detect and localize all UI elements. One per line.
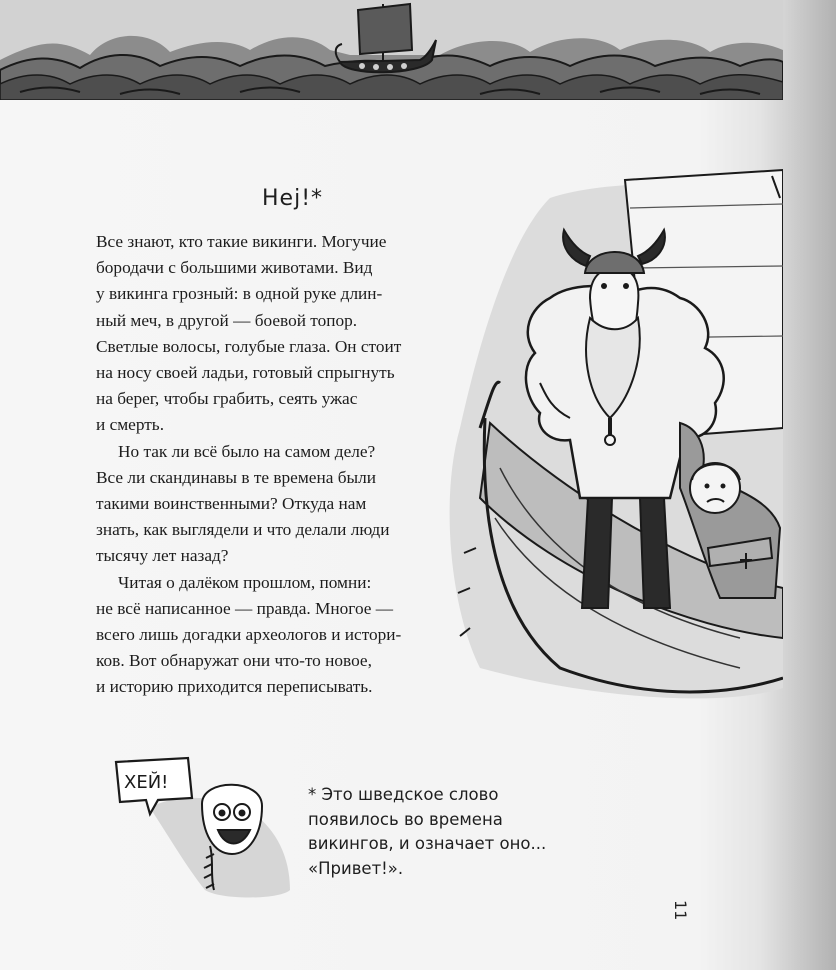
page-title: Hej!* <box>262 186 324 211</box>
text-line: знать, как выглядели и что делали люди <box>96 520 390 540</box>
text-line: на берег, чтобы грабить, сеять ужас <box>96 389 358 409</box>
footnote-line: викингов, и означает оно... <box>308 834 547 853</box>
text-line: бородачи с большими животами. Вид <box>96 258 373 278</box>
text-line: всего лишь догадки археологов и истори- <box>96 625 402 645</box>
footnote-line: появилось во времена <box>308 809 503 829</box>
speech-bubble-text: ХЕЙ! <box>124 772 169 793</box>
text-line: Все ли скандинавы в те времена были <box>96 467 376 487</box>
page-number: 11 <box>671 900 690 921</box>
text-line: тысячу лет назад? <box>96 546 229 566</box>
footnote-line: * Это шведское слово <box>308 785 499 804</box>
mascot-illustration <box>110 750 290 900</box>
text-line: ный меч, в другой — боевой топор. <box>96 310 358 330</box>
text-line: Все знают, кто такие викинги. Могучие <box>96 232 387 251</box>
text-line: Но так ли всё было на самом деле? <box>118 441 376 461</box>
text-line: ков. Вот обнаружат они что-то новое, <box>96 651 372 671</box>
footnote <box>308 783 546 881</box>
viking-ship-illustration <box>440 168 783 728</box>
text-line: Читая о далёком прошлом, помни: <box>118 572 372 592</box>
text-line: и смерть. <box>96 415 165 435</box>
text-line: и историю приходится переписывать. <box>96 677 373 697</box>
text-line: не всё написанное — правда. Многое — <box>96 598 394 618</box>
text-line: Светлые волосы, голубые глаза. Он стоит <box>96 336 402 356</box>
body-text <box>96 229 441 701</box>
footnote-line: «Привет!». <box>308 858 404 878</box>
text-line: у викинга грозный: в одной руке длин- <box>96 284 383 304</box>
text-line: такими воинственными? Откуда нам <box>96 494 367 514</box>
waves-ship-banner <box>0 0 783 100</box>
text-line: на носу своей ладьи, готовый спрыгнуть <box>96 363 395 383</box>
